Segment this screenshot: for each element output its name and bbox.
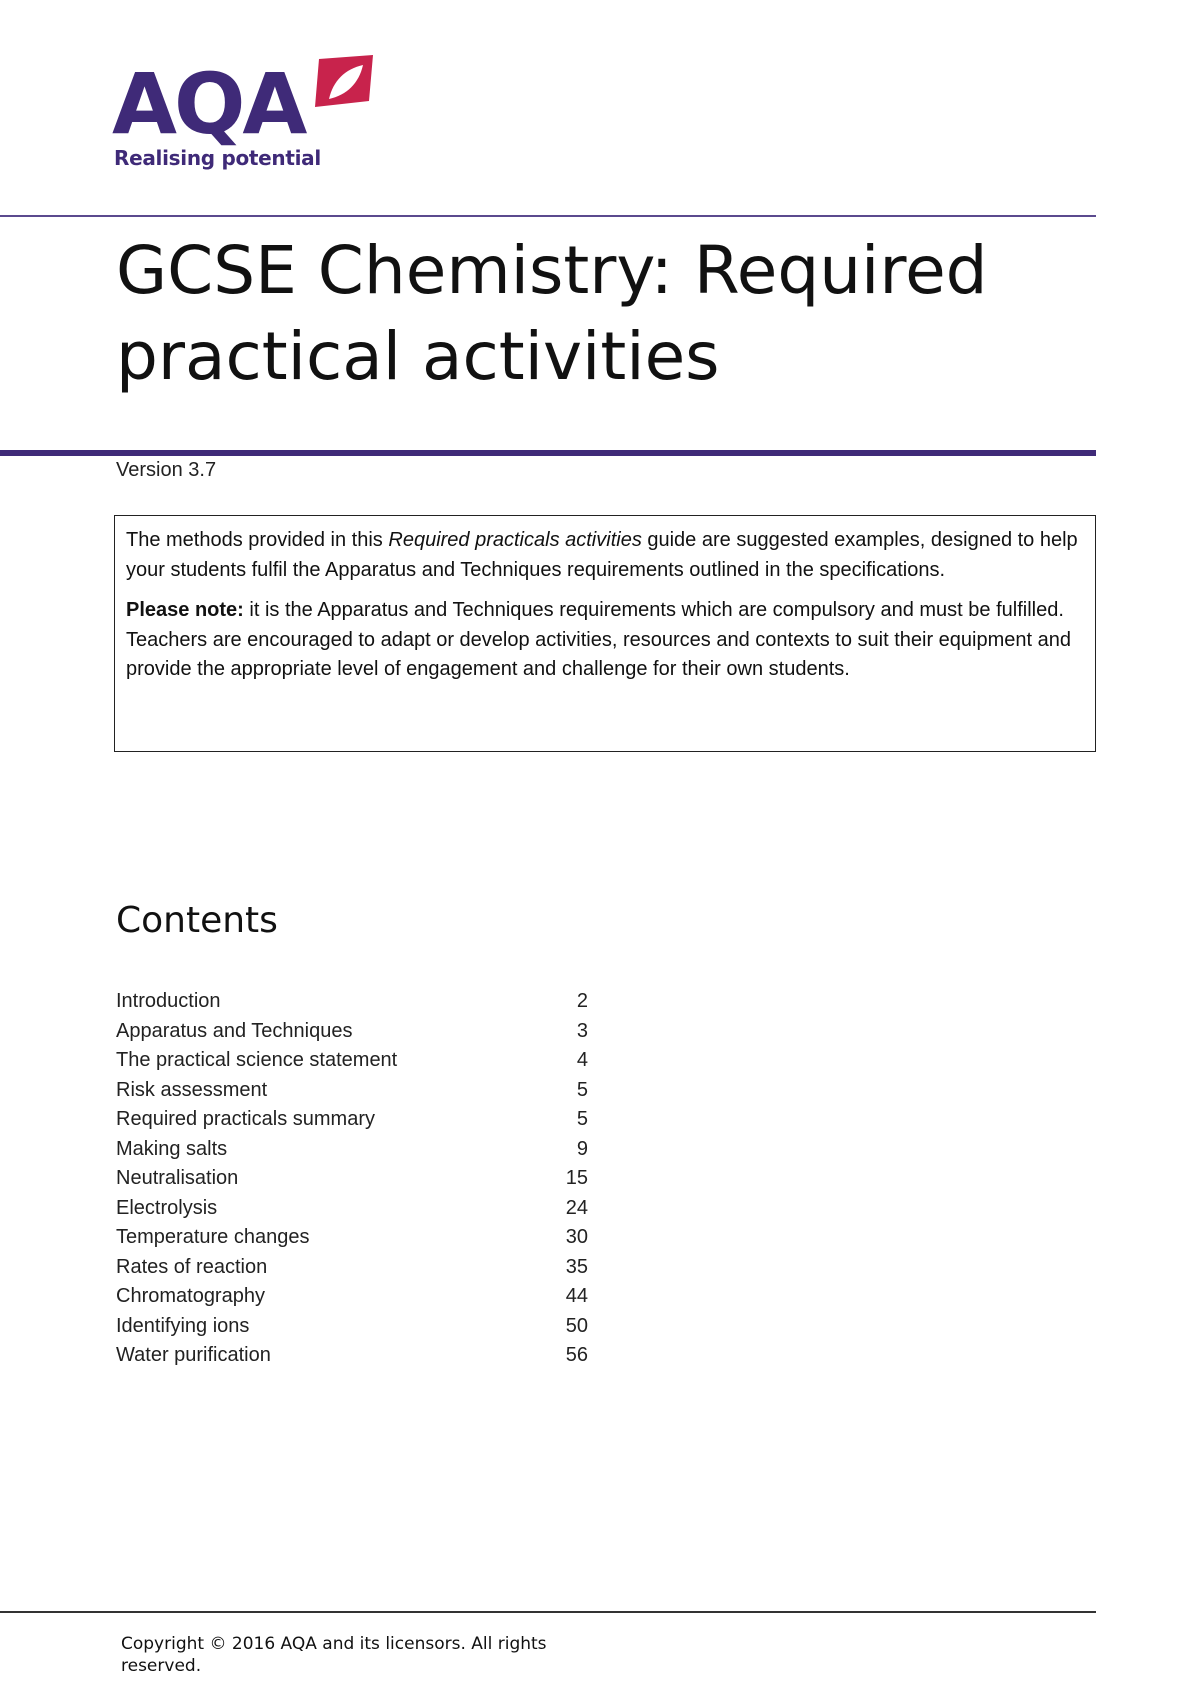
toc-entry-page: 4 xyxy=(576,1049,588,1071)
toc-entry-label: Introduction xyxy=(116,990,221,1012)
toc-entry-page: 24 xyxy=(565,1196,588,1219)
toc-entry-label: Water purification xyxy=(116,1344,271,1366)
logo-tagline: Realising potential xyxy=(114,146,321,170)
toc-entry-page: 2 xyxy=(576,990,588,1012)
toc-entry[interactable] xyxy=(116,1194,596,1224)
notice-paragraph-1: The methods provided in this Required practicals activities guide are suggested examples, designed to help your students fulfil the Apparatus and Techniques requirements outlined in the specifications. xyxy=(126,529,1078,581)
copyright-notice: Copyright © 2016 AQA and its licensors. All rights reserved. xyxy=(121,1634,547,1676)
toc-entry-page: 56 xyxy=(565,1344,588,1366)
toc-entry[interactable] xyxy=(116,987,596,1017)
toc-entry-page: 44 xyxy=(565,1285,588,1307)
toc-entry[interactable] xyxy=(116,1046,596,1076)
toc-entry-label: Electrolysis xyxy=(116,1196,218,1219)
toc-entry[interactable] xyxy=(116,1135,596,1165)
toc-entry-label: Identifying ions xyxy=(116,1314,250,1337)
toc-entry[interactable] xyxy=(116,1282,596,1312)
version-label: Version 3.7 xyxy=(116,459,217,481)
title-divider xyxy=(0,450,1096,456)
toc-entry-page: 15 xyxy=(565,1167,588,1189)
table-of-contents xyxy=(116,987,596,1371)
header-divider xyxy=(0,215,1096,217)
toc-entry-label: Making salts xyxy=(116,1137,228,1160)
toc-entry[interactable] xyxy=(116,1105,596,1135)
red-leaf-flag-icon xyxy=(315,55,373,115)
aqa-logo xyxy=(112,50,382,180)
toc-entry-label: Neutralisation xyxy=(116,1167,239,1189)
toc-entry-label: Chromatography xyxy=(116,1285,265,1307)
toc-entry[interactable] xyxy=(116,1312,596,1342)
toc-entry-label: Rates of reaction xyxy=(116,1255,268,1278)
toc-entry-page: 3 xyxy=(576,1019,588,1042)
toc-entry-page: 5 xyxy=(576,1078,588,1101)
notice-paragraph-2: Please note: it is the Apparatus and Techniques requirements which are compulsory and must be fulfilled. Teachers are encouraged to adapt or develop activities, resources and contexts to suit their equipment and provide the appropriate level of engagement and challenge for their own students. xyxy=(126,599,1072,680)
toc-entry-page: 50 xyxy=(565,1314,588,1337)
toc-entry-label: Risk assessment xyxy=(116,1078,268,1101)
please-note-label: Please note: xyxy=(126,599,244,621)
toc-entry[interactable] xyxy=(116,1164,596,1194)
toc-entry[interactable] xyxy=(116,1253,596,1283)
guide-name: Required practicals activities xyxy=(388,529,642,551)
toc-entry[interactable] xyxy=(116,1341,596,1371)
toc-entry[interactable] xyxy=(116,1223,596,1253)
toc-entry-page: 35 xyxy=(565,1255,588,1278)
toc-entry[interactable] xyxy=(116,1017,596,1047)
toc-entry-page: 30 xyxy=(565,1226,588,1248)
footer-divider xyxy=(0,1611,1096,1613)
notice-box xyxy=(114,515,1096,752)
toc-entry-label: Temperature changes xyxy=(116,1226,310,1248)
toc-entry-label: The practical science statement xyxy=(116,1049,398,1071)
contents-heading: Contents xyxy=(116,900,278,941)
toc-entry-page: 9 xyxy=(576,1137,588,1160)
toc-entry-label: Apparatus and Techniques xyxy=(116,1019,353,1042)
page-title: GCSE Chemistry: Required practical activities xyxy=(116,232,988,395)
toc-entry-page: 5 xyxy=(576,1108,588,1130)
toc-entry-label: Required practicals summary xyxy=(116,1108,375,1130)
toc-entry[interactable] xyxy=(116,1076,596,1106)
logo-wordmark: AQA xyxy=(112,55,305,153)
